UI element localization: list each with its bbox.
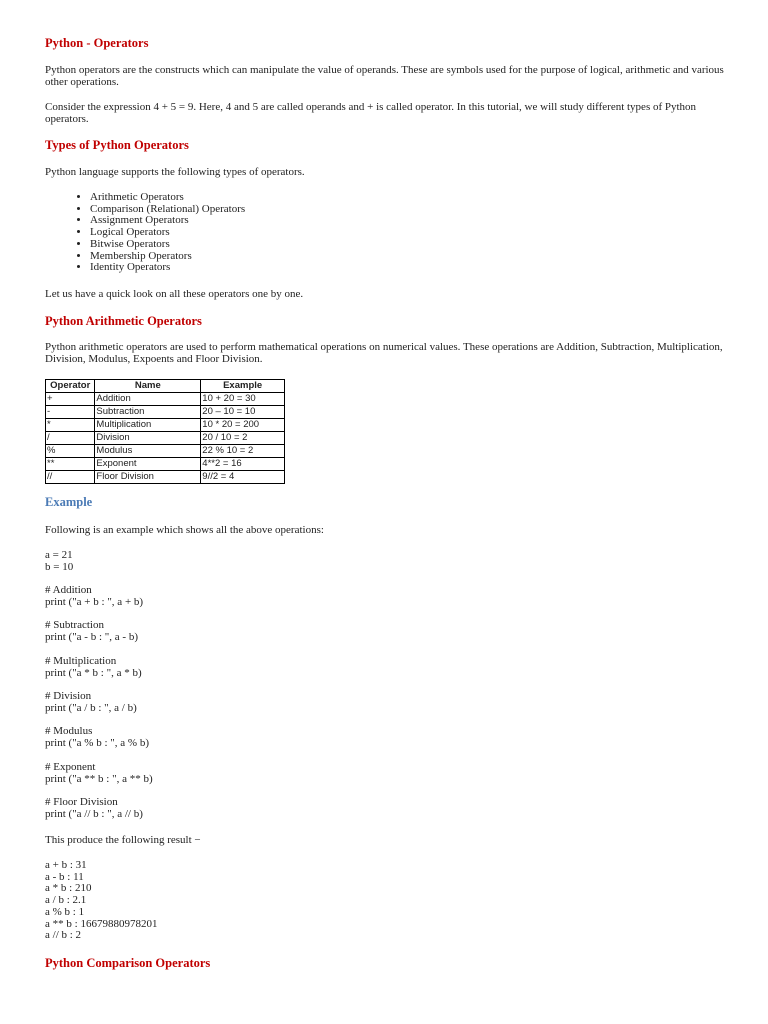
name-cell: Exponent <box>95 458 201 471</box>
list-item: • Logical Operators <box>90 227 768 239</box>
page-title: Python - Operators <box>45 36 149 50</box>
arithmetic-operators-table <box>45 379 285 484</box>
code-line: print ("a / b : ", a / b) <box>45 701 137 714</box>
table-header-row <box>46 380 285 393</box>
name-cell: Modulus <box>95 445 201 458</box>
example-cell: 4**2 = 16 <box>201 458 285 471</box>
example-intro: Following is an example which shows all the above operations: <box>45 524 324 536</box>
operator-cell: ** <box>46 458 95 471</box>
code-line: print ("a % b : ", a % b) <box>45 736 149 749</box>
example-cell: 22 % 10 = 2 <box>201 445 285 458</box>
code-line: print ("a * b : ", a * b) <box>45 666 142 679</box>
types-heading: Types of Python Operators <box>45 138 189 152</box>
list-item: • Arithmetic Operators <box>90 192 768 204</box>
output-line: a % b : 1 <box>45 905 85 918</box>
code-group-modulus <box>45 726 725 749</box>
output-line: a * b : 210 <box>45 882 92 895</box>
code-group-multiplication <box>45 656 725 679</box>
intro-paragraph-2: Consider the expression 4 + 5 = 9. Here, 4 and 5 are called operands and + is called operator. In this tutorial, we will study different types of Python operators. <box>45 101 697 125</box>
example-cell: 9//2 = 4 <box>201 471 285 484</box>
intro-paragraph-1: Python operators are the constructs which can manipulate the value of operands. These are symbols used for the purpose of logical, arithmetic and various other operations. <box>45 64 724 88</box>
operator-cell: * <box>46 419 95 432</box>
column-header-name: Name <box>95 380 201 393</box>
table-row <box>46 419 285 432</box>
code-line: print ("a + b : ", a + b) <box>45 595 144 608</box>
code-comment: # Multiplication <box>45 655 117 667</box>
code-group-division <box>45 691 725 714</box>
code-comment: # Division <box>45 690 92 702</box>
name-cell: Division <box>95 432 201 445</box>
example-heading: Example <box>45 495 93 509</box>
output-line: a + b : 31 <box>45 859 87 871</box>
operator-cell: + <box>46 393 95 406</box>
table-row <box>46 458 285 471</box>
quick-look-text: Let us have a quick look on all these operators one by one. <box>45 288 304 300</box>
code-group-exponent <box>45 762 725 785</box>
output-line: a ** b : 16679880978201 <box>45 917 158 930</box>
operator-types-list <box>45 192 768 274</box>
output-line: a / b : 2.1 <box>45 894 87 907</box>
table-row <box>46 432 285 445</box>
name-cell: Floor Division <box>95 471 201 484</box>
code-line: b = 10 <box>45 560 74 573</box>
code-group-subtraction <box>45 620 725 643</box>
code-line: a = 21 <box>45 549 73 561</box>
operator-cell: % <box>46 445 95 458</box>
example-cell: 20 – 10 = 10 <box>201 406 285 419</box>
code-comment: # Modulus <box>45 725 93 737</box>
list-item: • Bitwise Operators <box>90 239 768 251</box>
example-cell: 20 / 10 = 2 <box>201 432 285 445</box>
column-header-example: Example <box>201 380 285 393</box>
output-line: a - b : 11 <box>45 870 84 883</box>
column-header-operator: Operator <box>46 380 95 393</box>
comparison-heading: Python Comparison Operators <box>45 956 211 970</box>
name-cell: Addition <box>95 393 201 406</box>
table-row <box>46 393 285 406</box>
table-row <box>46 406 285 419</box>
output-line: a // b : 2 <box>45 929 82 942</box>
code-comment: # Subtraction <box>45 619 104 631</box>
list-item: • Assignment Operators <box>90 215 768 227</box>
code-group-floor-division <box>45 797 725 820</box>
code-group-addition <box>45 585 725 608</box>
code-line: print ("a // b : ", a // b) <box>45 807 143 820</box>
code-block-vars <box>45 550 725 573</box>
code-line: print ("a ** b : ", a ** b) <box>45 772 153 785</box>
name-cell: Multiplication <box>95 419 201 432</box>
operator-cell: - <box>46 406 95 419</box>
result-intro: This produce the following result − <box>45 834 201 846</box>
example-cell: 10 * 20 = 200 <box>201 419 285 432</box>
table-row <box>46 471 285 484</box>
arithmetic-intro: Python arithmetic operators are used to perform mathematical operations on numerical values. These operations are Addition, Subtraction, Multiplication, Division, Modulus, Expoents and Floor Division. <box>45 341 723 365</box>
code-comment: # Addition <box>45 584 92 596</box>
name-cell: Subtraction <box>95 406 201 419</box>
operator-cell: // <box>46 471 95 484</box>
arithmetic-heading: Python Arithmetic Operators <box>45 314 202 328</box>
code-comment: # Floor Division <box>45 796 118 808</box>
types-intro: Python language supports the following types of operators. <box>45 166 305 178</box>
code-comment: # Exponent <box>45 761 96 773</box>
table-row <box>46 445 285 458</box>
output-block <box>45 860 725 942</box>
list-item: • Identity Operators <box>90 262 768 274</box>
code-line: print ("a - b : ", a - b) <box>45 630 138 643</box>
list-item: • Comparison (Relational) Operators <box>90 204 768 216</box>
list-item: • Membership Operators <box>90 251 768 263</box>
operator-cell: / <box>46 432 95 445</box>
example-cell: 10 + 20 = 30 <box>201 393 285 406</box>
